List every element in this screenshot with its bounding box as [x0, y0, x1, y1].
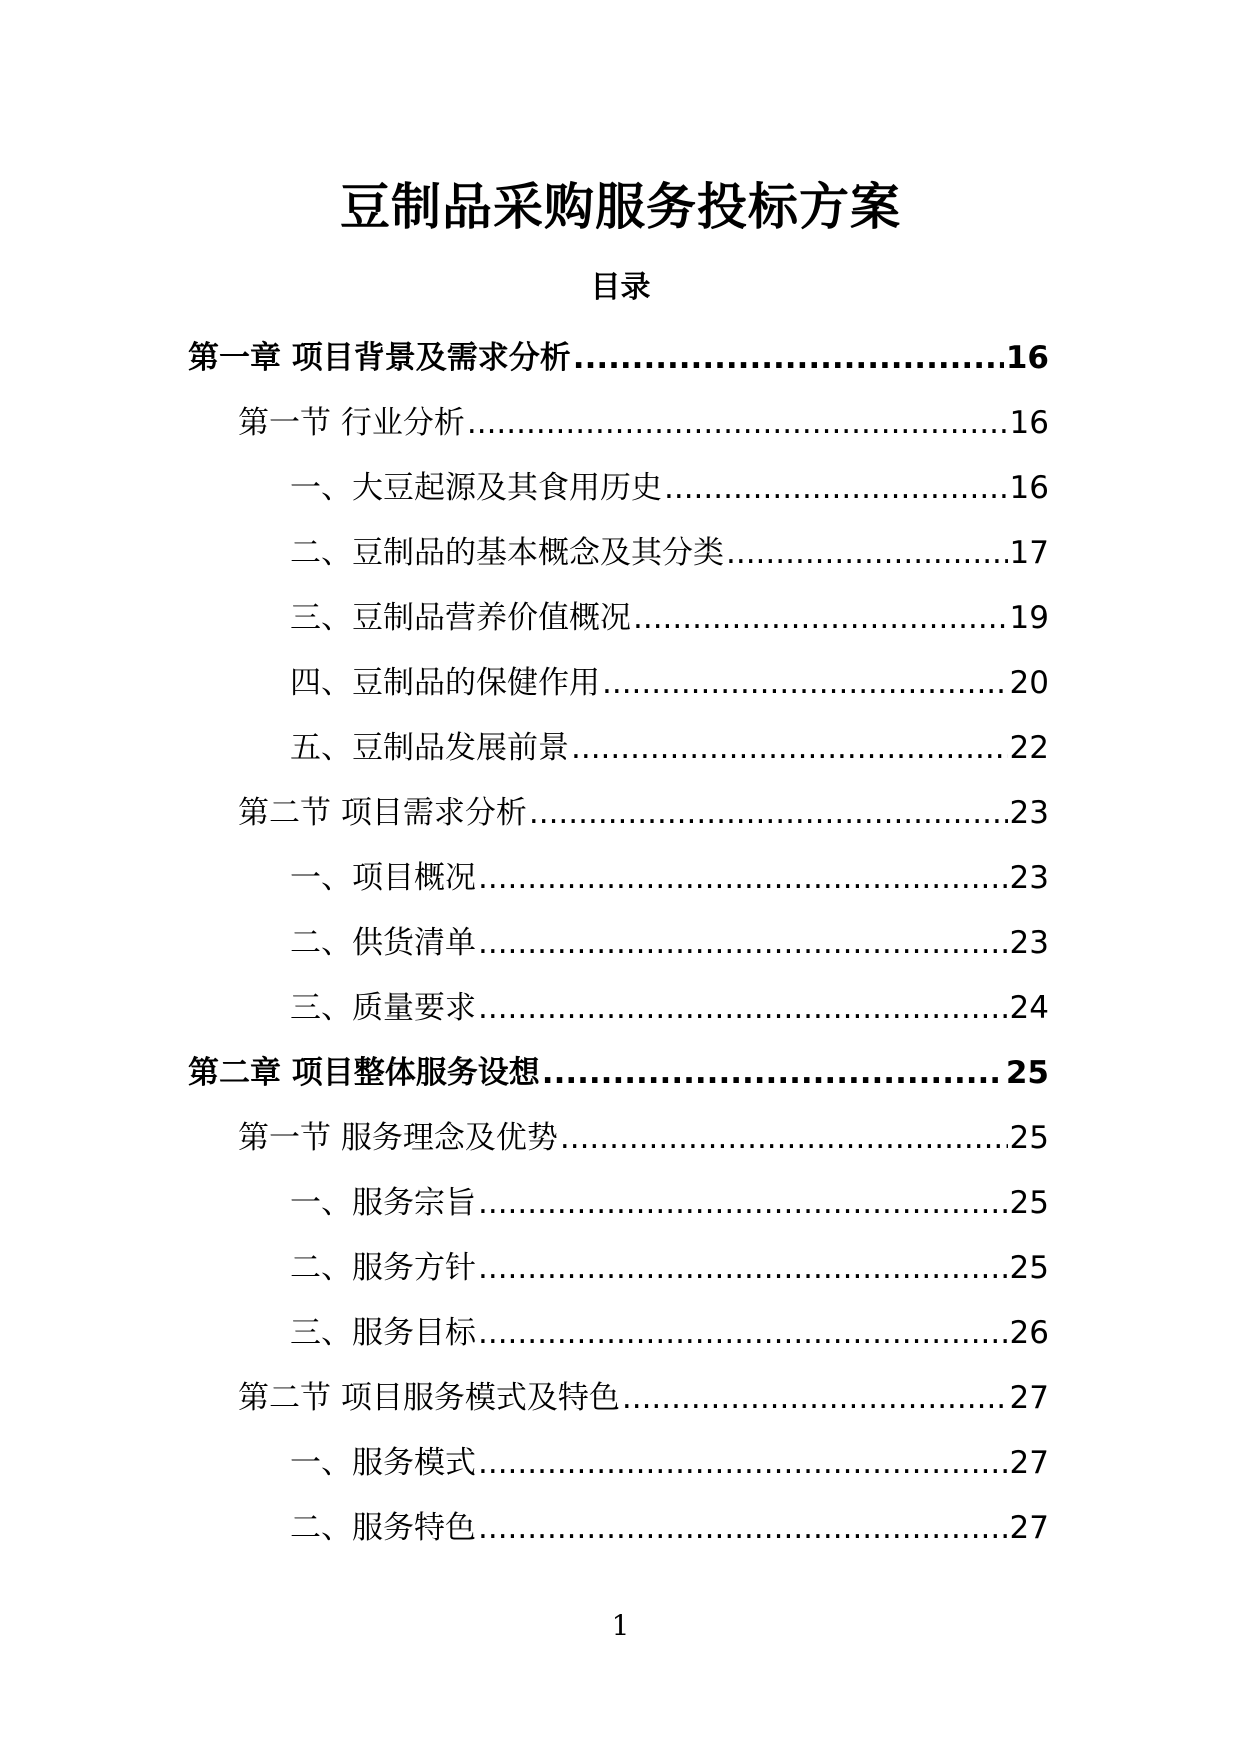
toc-entry-page: 25	[1005, 1055, 1049, 1091]
toc-entry-page: 16	[1009, 405, 1049, 441]
toc-entry-item[interactable]	[0, 517, 1241, 582]
toc-leader-dots	[478, 990, 1008, 1026]
toc-entry-item[interactable]	[0, 972, 1241, 1037]
toc-leader-dots	[478, 860, 1008, 896]
toc-entry-page: 27	[1009, 1510, 1049, 1546]
toc-entry-page: 17	[1009, 535, 1049, 571]
toc-entry-item[interactable]	[0, 712, 1241, 777]
toc-leader-dots	[560, 1120, 1008, 1156]
toc-entry-label: 第二节 项目需求分析	[238, 795, 527, 831]
toc-entry-label: 三、豆制品营养价值概况	[290, 600, 631, 636]
document-title: 豆制品采购服务投标方案	[340, 178, 901, 236]
toc-entry-page: 16	[1005, 340, 1049, 376]
toc-entry-page: 24	[1009, 990, 1049, 1026]
toc-entry-label: 一、项目概况	[290, 860, 476, 896]
toc-leader-dots	[478, 1445, 1008, 1481]
toc-entry-page: 25	[1009, 1250, 1049, 1286]
toc-entry-page: 25	[1009, 1120, 1049, 1156]
toc-entry-section[interactable]	[0, 1102, 1241, 1167]
toc-leader-dots	[622, 1380, 1008, 1416]
toc-entry-page: 25	[1009, 1185, 1049, 1221]
toc-entry-item[interactable]	[0, 1492, 1241, 1557]
toc-entry-label: 第一节 行业分析	[238, 405, 465, 441]
toc-leader-dots	[602, 665, 1008, 701]
toc-entry-label: 一、服务宗旨	[290, 1185, 476, 1221]
toc-leader-dots	[478, 1315, 1008, 1351]
toc-entry-label: 二、服务方针	[290, 1250, 476, 1286]
toc-leader-dots	[478, 1510, 1008, 1546]
toc-entry-page: 23	[1009, 860, 1049, 896]
toc-entry-label: 二、服务特色	[290, 1510, 476, 1546]
toc-entry-page: 23	[1009, 925, 1049, 961]
toc-entry-label: 三、服务目标	[290, 1315, 476, 1351]
toc-entry-label: 四、豆制品的保健作用	[290, 665, 600, 701]
toc-entry-item[interactable]	[0, 452, 1241, 517]
toc-leader-dots	[571, 730, 1008, 766]
toc-entry-label: 五、豆制品发展前景	[290, 730, 569, 766]
toc-leader-dots	[726, 535, 1008, 571]
toc-leader-dots	[542, 1055, 1004, 1091]
toc-entry-label: 第二章 项目整体服务设想	[188, 1055, 540, 1091]
toc-entry-item[interactable]	[0, 647, 1241, 712]
toc-entry-label: 二、供货清单	[290, 925, 476, 961]
toc-entry-label: 一、服务模式	[290, 1445, 476, 1481]
toc-entry-label: 二、豆制品的基本概念及其分类	[290, 535, 724, 571]
toc-entry-chapter-2[interactable]	[0, 1037, 1241, 1102]
toc-leader-dots	[633, 600, 1008, 636]
toc-entry-label: 三、质量要求	[290, 990, 476, 1026]
toc-entry-item[interactable]	[0, 1232, 1241, 1297]
toc-leader-dots	[664, 470, 1008, 506]
toc-entry-page: 20	[1009, 665, 1049, 701]
toc-entry-label: 第二节 项目服务模式及特色	[238, 1380, 620, 1416]
toc-entry-section[interactable]	[0, 1362, 1241, 1427]
table-of-contents	[0, 322, 1241, 1557]
toc-entry-label: 第一节 服务理念及优势	[238, 1120, 558, 1156]
toc-entry-item[interactable]	[0, 1167, 1241, 1232]
toc-entry-section[interactable]	[0, 777, 1241, 842]
toc-leader-dots	[478, 1185, 1008, 1221]
toc-entry-label: 一、大豆起源及其食用历史	[290, 470, 662, 506]
toc-heading: 目录	[590, 270, 651, 305]
toc-entry-chapter-1[interactable]	[0, 322, 1241, 387]
toc-entry-section[interactable]	[0, 387, 1241, 452]
toc-leader-dots	[467, 405, 1008, 441]
toc-entry-page: 26	[1009, 1315, 1049, 1351]
toc-entry-page: 27	[1009, 1380, 1049, 1416]
toc-leader-dots	[478, 1250, 1008, 1286]
toc-entry-item[interactable]	[0, 842, 1241, 907]
toc-entry-page: 27	[1009, 1445, 1049, 1481]
toc-entry-page: 16	[1009, 470, 1049, 506]
toc-entry-page: 19	[1009, 600, 1049, 636]
page-number: 1	[611, 1609, 630, 1642]
toc-entry-item[interactable]	[0, 1297, 1241, 1362]
toc-leader-dots	[529, 795, 1008, 831]
toc-entry-item[interactable]	[0, 907, 1241, 972]
toc-leader-dots	[573, 340, 1004, 376]
toc-entry-page: 22	[1009, 730, 1049, 766]
toc-entry-item[interactable]	[0, 1427, 1241, 1492]
toc-entry-label: 第一章 项目背景及需求分析	[188, 340, 571, 376]
toc-entry-page: 23	[1009, 795, 1049, 831]
toc-entry-item[interactable]	[0, 582, 1241, 647]
toc-leader-dots	[478, 925, 1008, 961]
